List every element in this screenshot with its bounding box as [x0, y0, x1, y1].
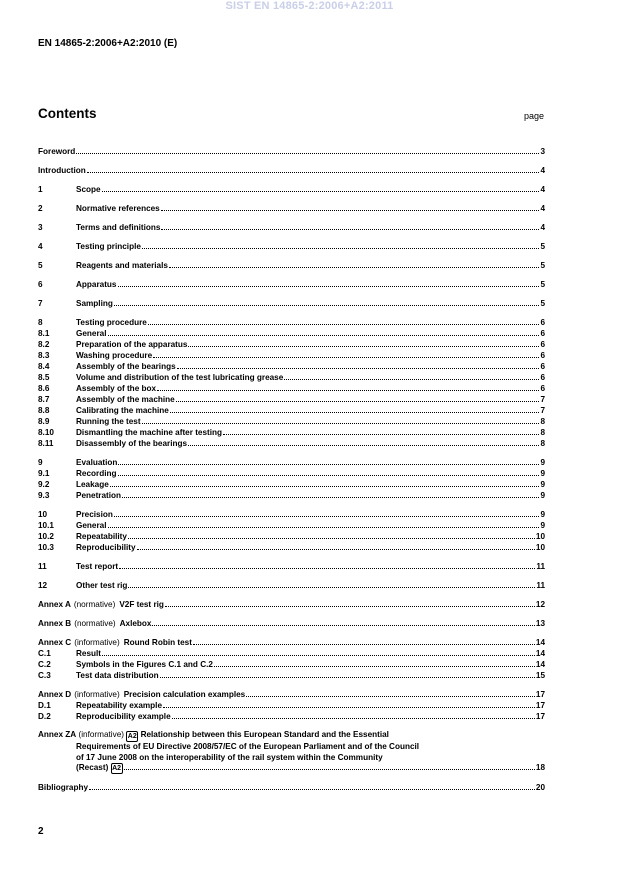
toc-entry[interactable]: 12 Other test rig 11: [38, 581, 545, 590]
watermark: SIST EN 14865-2:2006+A2:2011: [225, 0, 394, 12]
toc-entry[interactable]: 11 Test report 11: [38, 562, 545, 571]
toc-entry[interactable]: 8.10 Dismantling the machine after testing 8: [38, 428, 545, 437]
page-column-label: page: [523, 111, 544, 121]
toc-entry[interactable]: 8.8 Calibrating the machine 7: [38, 406, 545, 415]
toc-title: Introduction: [38, 166, 86, 175]
toc-annex-b[interactable]: Annex B (normative) Axlebox 13: [38, 619, 545, 628]
page-number: 2: [38, 826, 44, 837]
toc-entry[interactable]: 8.9 Running the test 8: [38, 417, 545, 426]
toc-entry[interactable]: 9.1 Recording 9: [38, 469, 545, 478]
toc-entry[interactable]: 8.4 Assembly of the bearings 6: [38, 362, 545, 371]
toc-entry[interactable]: 2 Normative references 4: [38, 204, 545, 213]
toc-entry[interactable]: 10.2 Repeatability 10: [38, 532, 545, 541]
toc-page: 3: [540, 147, 545, 156]
toc-entry[interactable]: 8.1 General 6: [38, 329, 545, 338]
toc-entry[interactable]: 8.3 Washing procedure 6: [38, 351, 545, 360]
toc-page: 4: [540, 166, 545, 175]
document-id: EN 14865-2:2006+A2:2010 (E): [38, 38, 178, 49]
toc-entry[interactable]: D.1 Repeatability example 17: [38, 701, 545, 710]
toc-entry[interactable]: 10 Precision 9: [38, 510, 545, 519]
amendment-end-marker-icon: A2: [112, 765, 122, 772]
toc-entry[interactable]: 10.3 Reproducibility 10: [38, 543, 545, 552]
toc-annex-d[interactable]: Annex D (informative) Precision calculation examples 17: [38, 690, 545, 699]
page-title: Contents: [38, 106, 97, 121]
toc-entry[interactable]: 8.7 Assembly of the machine 7: [38, 395, 545, 404]
toc-entry[interactable]: 8.5 Volume and distribution of the test lubricating grease 6: [38, 373, 545, 382]
toc-entry[interactable]: 9.2 Leakage 9: [38, 480, 545, 489]
toc-entry[interactable]: C.1 Result 14: [38, 649, 545, 658]
toc-entry[interactable]: 4 Testing principle 5: [38, 242, 545, 251]
toc-entry-introduction[interactable]: [38, 165, 545, 176]
toc-title: Foreword: [38, 147, 76, 156]
toc-entry[interactable]: C.2 Symbols in the Figures C.1 and C.2 14: [38, 660, 545, 669]
toc-entry[interactable]: 8 Testing procedure 6: [38, 318, 545, 327]
toc-annex-a[interactable]: Annex A (normative) V2F test rig 12: [38, 600, 545, 609]
toc-entry[interactable]: 9 Evaluation 9: [38, 458, 545, 467]
toc-entry-foreword[interactable]: [38, 146, 545, 157]
table-of-contents: [38, 146, 545, 793]
toc-entry[interactable]: C.3 Test data distribution 15: [38, 671, 545, 680]
toc-annex-c[interactable]: Annex C (informative) Round Robin test 14: [38, 638, 545, 647]
toc-entry[interactable]: 1 Scope 4: [38, 185, 545, 194]
toc-entry[interactable]: 9.3 Penetration 9: [38, 491, 545, 500]
toc-entry-bibliography[interactable]: Bibliography 20: [38, 783, 545, 792]
toc-entry[interactable]: 5 Reagents and materials 5: [38, 261, 545, 270]
toc-entry[interactable]: 3 Terms and definitions 4: [38, 223, 545, 232]
amendment-start-marker-icon: A2: [127, 733, 137, 740]
toc-entry[interactable]: D.2 Reproducibility example 17: [38, 712, 545, 721]
toc-entry[interactable]: 10.1 General 9: [38, 521, 545, 530]
toc-entry[interactable]: 6 Apparatus 5: [38, 280, 545, 289]
toc-entry[interactable]: 8.6 Assembly of the box 6: [38, 384, 545, 393]
toc-entry[interactable]: 8.2 Preparation of the apparatus 6: [38, 340, 545, 349]
toc-entry[interactable]: 8.11 Disassembly of the bearings 8: [38, 439, 545, 448]
toc-annex-za[interactable]: Annex ZA (informative) A2 Relationship between this European Standard and the Essential Requirements of EU Directive 2008/57/EC of the European Parliament and of the Council of 17 June 2008 on the interoperability of the rail system within the Community (Recast) A2 18: [38, 730, 545, 772]
toc-entry[interactable]: 7 Sampling 5: [38, 299, 545, 308]
